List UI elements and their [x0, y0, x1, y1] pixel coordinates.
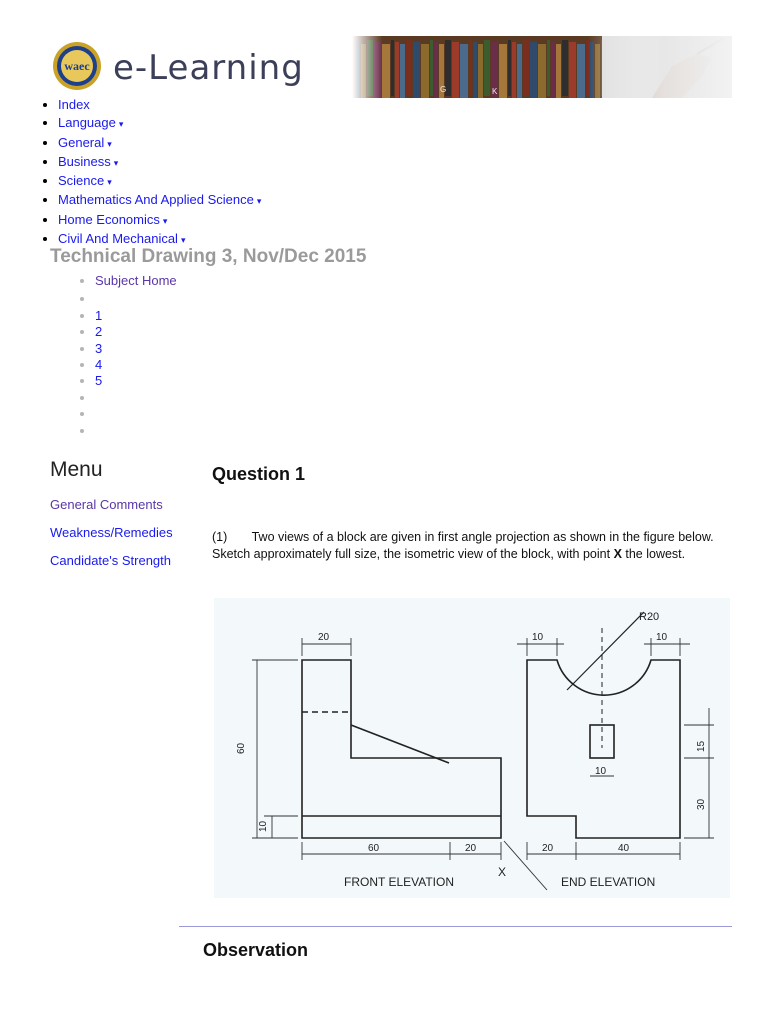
- main-nav: [0, 96, 261, 249]
- page-link-1[interactable]: 1: [95, 307, 103, 323]
- site-header: [0, 0, 768, 100]
- nav-link[interactable]: Civil And Mechanical: [58, 231, 178, 247]
- dropdown-caret-icon[interactable]: ▾: [107, 138, 112, 149]
- dropdown-caret-icon[interactable]: ▾: [256, 196, 262, 207]
- nav-link[interactable]: Mathematics And Applied Science: [58, 192, 254, 208]
- pager-item: [95, 357, 177, 373]
- nav-item: [58, 114, 261, 133]
- pager-empty-item: [95, 291, 177, 307]
- question-body-end: the lowest.: [621, 547, 686, 561]
- page-link-4[interactable]: 4: [95, 357, 103, 373]
- point-x-label: X: [613, 547, 622, 561]
- svg-text:waec: waec: [64, 59, 90, 73]
- subject-home-link[interactable]: Subject Home: [95, 273, 177, 288]
- svg-text:FRONT ELEVATION: FRONT ELEVATION: [344, 875, 455, 889]
- nav-link[interactable]: Language: [58, 115, 116, 131]
- pager-empty-item: [95, 390, 177, 406]
- nav-item: [58, 96, 261, 114]
- subject-pagination: [0, 273, 177, 439]
- dropdown-caret-icon[interactable]: ▾: [113, 157, 119, 168]
- pager-item: [95, 341, 177, 357]
- pager-item: [95, 324, 177, 340]
- svg-text:R20: R20: [639, 611, 660, 623]
- svg-text:10: 10: [532, 632, 544, 643]
- question-body: Two views of a block are given in first angle projection as shown in the figure below. Sketch approximately full size, the isometric view of the block, with point: [212, 530, 714, 561]
- pager-empty-item: [95, 406, 177, 422]
- sidebar-menu-title: Menu: [50, 458, 103, 481]
- page-link-3[interactable]: 3: [95, 340, 103, 356]
- page-link-2[interactable]: 2: [95, 324, 103, 340]
- question-number: (1): [212, 530, 228, 544]
- svg-text:60: 60: [368, 843, 380, 854]
- nav-item: [58, 172, 261, 191]
- observation-title: Observation: [203, 940, 309, 960]
- library-banner-image: [352, 36, 732, 98]
- svg-text:X: X: [498, 865, 507, 879]
- pager-item: [95, 373, 177, 389]
- nav-link[interactable]: Science: [58, 173, 105, 189]
- section-divider: [179, 926, 732, 927]
- svg-text:K: K: [492, 87, 498, 96]
- nav-link[interactable]: Business: [58, 153, 111, 169]
- waec-seal-logo[interactable]: [52, 41, 102, 91]
- nav-link[interactable]: Home Economics: [58, 211, 160, 227]
- nav-item: [58, 191, 261, 210]
- svg-text:30: 30: [696, 798, 707, 810]
- svg-text:10: 10: [258, 820, 269, 832]
- svg-text:G: G: [440, 85, 447, 94]
- nav-item: [58, 153, 261, 172]
- question-title: Question 1: [212, 464, 306, 484]
- dropdown-caret-icon[interactable]: ▾: [107, 177, 112, 188]
- weakness-remedies-link[interactable]: Weakness/Remedies: [50, 525, 173, 540]
- orthographic-drawing: [214, 598, 730, 898]
- general-comments-link[interactable]: General Comments: [50, 497, 163, 512]
- question-text: [212, 529, 724, 563]
- dropdown-caret-icon[interactable]: ▾: [162, 215, 168, 226]
- nav-item: [58, 134, 261, 153]
- candidates-strength-link[interactable]: Candidate's Strength: [50, 553, 172, 568]
- nav-item: [58, 211, 261, 230]
- pager-item: [95, 308, 177, 324]
- site-logo-text[interactable]: e-Learning: [113, 48, 304, 88]
- svg-text:20: 20: [542, 843, 554, 854]
- svg-text:10: 10: [595, 766, 607, 777]
- svg-text:40: 40: [618, 843, 630, 854]
- subject-home-item: [95, 273, 177, 289]
- page-link-5[interactable]: 5: [95, 373, 103, 389]
- dropdown-caret-icon[interactable]: ▾: [180, 235, 186, 246]
- svg-text:15: 15: [696, 740, 707, 752]
- svg-text:20: 20: [465, 843, 477, 854]
- svg-text:60: 60: [236, 742, 247, 754]
- svg-text:20: 20: [318, 632, 330, 643]
- page-title: Technical Drawing 3, Nov/Dec 2015: [50, 246, 367, 267]
- svg-text:END ELEVATION: END ELEVATION: [561, 875, 656, 889]
- nav-link[interactable]: Index: [58, 97, 90, 112]
- pager-empty-item: [95, 423, 177, 439]
- dropdown-caret-icon[interactable]: ▾: [118, 119, 124, 130]
- svg-text:10: 10: [656, 632, 668, 643]
- nav-link[interactable]: General: [58, 134, 105, 150]
